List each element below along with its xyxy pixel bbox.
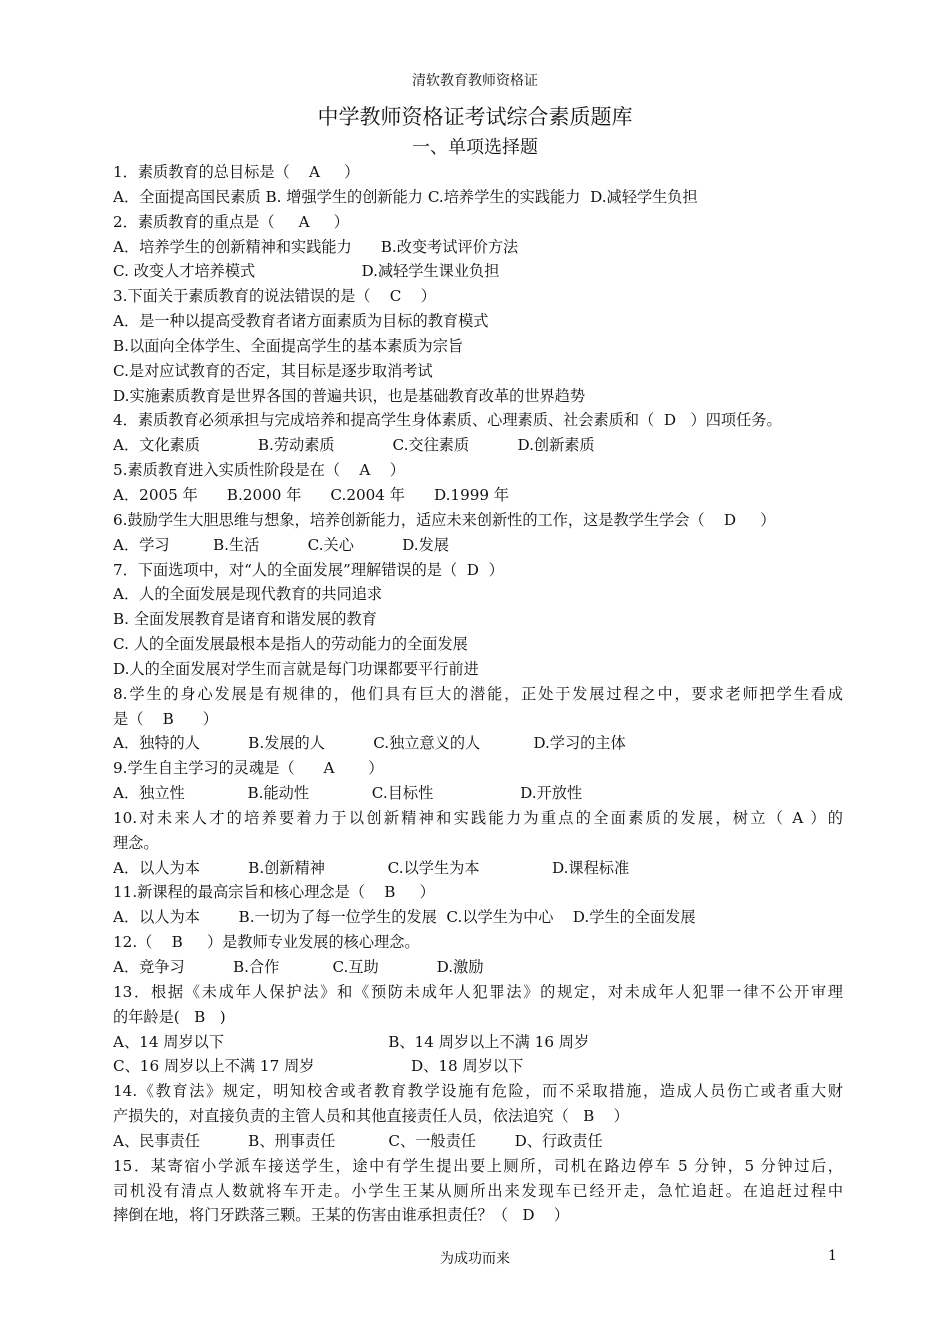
text-line: A．以人为本 B.创新精神 C.以学生为本 D.课程标准 <box>113 858 630 877</box>
text-line: D.实施素质教育是世界各国的普遍共识，也是基础教育改革的世界趋势 <box>113 386 586 405</box>
text-line: 的年龄是( B ) <box>113 1007 226 1026</box>
text-line: A．以人为本 B.一切为了每一位学生的发展 C.以学生为中心 D.学生的全面发展 <box>113 908 696 927</box>
text-line: 理念。 <box>113 833 159 852</box>
text-line: 13．根据《未成年人保护法》和《预防未成年人犯罪法》的规定，对未成年人犯罪一律不公开审理 <box>113 982 843 1001</box>
page-title: 中学教师资格证考试综合素质题库 <box>317 105 633 129</box>
text-line: A．全面提高国民素质 B. 增强学生的创新能力 C.培养学生的实践能力 D.减轻学生负担 <box>113 187 698 206</box>
text-line: C. 改变人才培养模式 D.减轻学生课业负担 <box>113 262 500 281</box>
text-line: A、14 周岁以下 B、14 周岁以上不满 16 周岁 <box>113 1032 590 1051</box>
text-line: A．学习 B.生活 C.关心 D.发展 <box>113 535 450 554</box>
text-line: 3.下面关于素质教育的说法错误的是（ C ） <box>113 287 436 306</box>
text-line: 6.鼓励学生大胆思维与想象，培养创新能力，适应未来创新性的工作，这是教学生学会（ D ） <box>113 510 776 529</box>
text-line: A、民事责任 B、刑事责任 C、一般责任 D、行政责任 <box>113 1131 603 1150</box>
text-line: 摔倒在地，将门牙跌落三颗。王某的伤害由谁承担责任？（ D ） <box>113 1206 570 1225</box>
text-line: A．培养学生的创新精神和实践能力 B.改变考试评价方法 <box>113 237 519 256</box>
text-line: 10.对未来人才的培养要着力于以创新精神和实践能力为重点的全面素质的发展，树立（ A ）的 <box>113 808 843 827</box>
text-line: 12.（ B ）是教师专业发展的核心理念。 <box>113 933 420 952</box>
text-line: 7．下面选项中，对“人的全面发展”理解错误的是（ D ） <box>113 560 504 579</box>
text-line: C.是对应试教育的否定，其目标是逐步取消考试 <box>113 361 433 380</box>
page-footer: 为成功而来 <box>440 1251 510 1267</box>
text-line: D.人的全面发展对学生而言就是每门功课都要平行前进 <box>113 659 479 678</box>
text-line: 5.素质教育进入实质性阶段是在（ A ） <box>113 461 405 480</box>
text-line: 1．素质教育的总目标是（ A ） <box>113 163 360 181</box>
text-line: A．独特的人 B.发展的人 C.独立意义的人 D.学习的主体 <box>113 734 626 753</box>
text-line: 9.学生自主学习的灵魂是（ A ） <box>113 759 384 778</box>
text-line: 11.新课程的最高宗旨和核心理念是（ B ） <box>113 883 435 902</box>
page-header: 清软教育教师资格证 <box>412 73 538 89</box>
text-line: 产损失的，对直接负责的主管人员和其他直接责任人员，依法追究（ B ） <box>113 1107 629 1126</box>
text-line: C. 人的全面发展最根本是指人的劳动能力的全面发展 <box>113 635 468 654</box>
text-line: A．是一种以提高受教育者诸方面素质为目标的教育模式 <box>113 312 489 331</box>
text-line: A．2005 年 B.2000 年 C.2004 年 D.1999 年 <box>113 485 510 504</box>
text-line: 司机没有清点人数就将车开走。小学生王某从厕所出来发现车已经开走，急忙追赶。在追赶过程中 <box>113 1181 843 1200</box>
section-heading: 一、单项选择题 <box>412 137 538 158</box>
text-line: A．文化素质 B.劳动素质 C.交往素质 D.创新素质 <box>113 436 595 455</box>
text-line: B.以面向全体学生、全面提高学生的基本素质为宗旨 <box>113 336 464 355</box>
text-line: C、16 周岁以上不满 17 周岁 D、18 周岁以下 <box>113 1057 524 1076</box>
text-line: A．人的全面发展是现代教育的共同追求 <box>113 585 383 604</box>
text-line: 4．素质教育必须承担与完成培养和提高学生身体素质、心理素质、社会素质和（ D ）四项任务。 <box>113 411 782 430</box>
text-line: A．独立性 B.能动性 C.目标性 D.开放性 <box>113 784 583 803</box>
text-line: B. 全面发展教育是诸育和谐发展的教育 <box>113 610 377 629</box>
text-line: 是（ B ） <box>113 709 218 728</box>
page-number: 1 <box>828 1248 837 1264</box>
text-line: A．竞争习 B.合作 C.互助 D.激励 <box>113 958 484 976</box>
text-line: 14.《教育法》规定，明知校舍或者教育教学设施有危险，而不采取措施，造成人员伤亡或者重大财 <box>113 1082 843 1101</box>
text-line: 15．某寄宿小学派车接送学生，途中有学生提出要上厕所，司机在路边停车 5 分钟，5 分钟过后， <box>113 1156 843 1175</box>
text-line: 8.学生的身心发展是有规律的，他们具有巨大的潜能，正处于发展过程之中，要求老师把学生看成 <box>113 684 843 703</box>
question-body <box>113 160 843 1228</box>
text-line: 2．素质教育的重点是（ A ） <box>113 212 349 231</box>
